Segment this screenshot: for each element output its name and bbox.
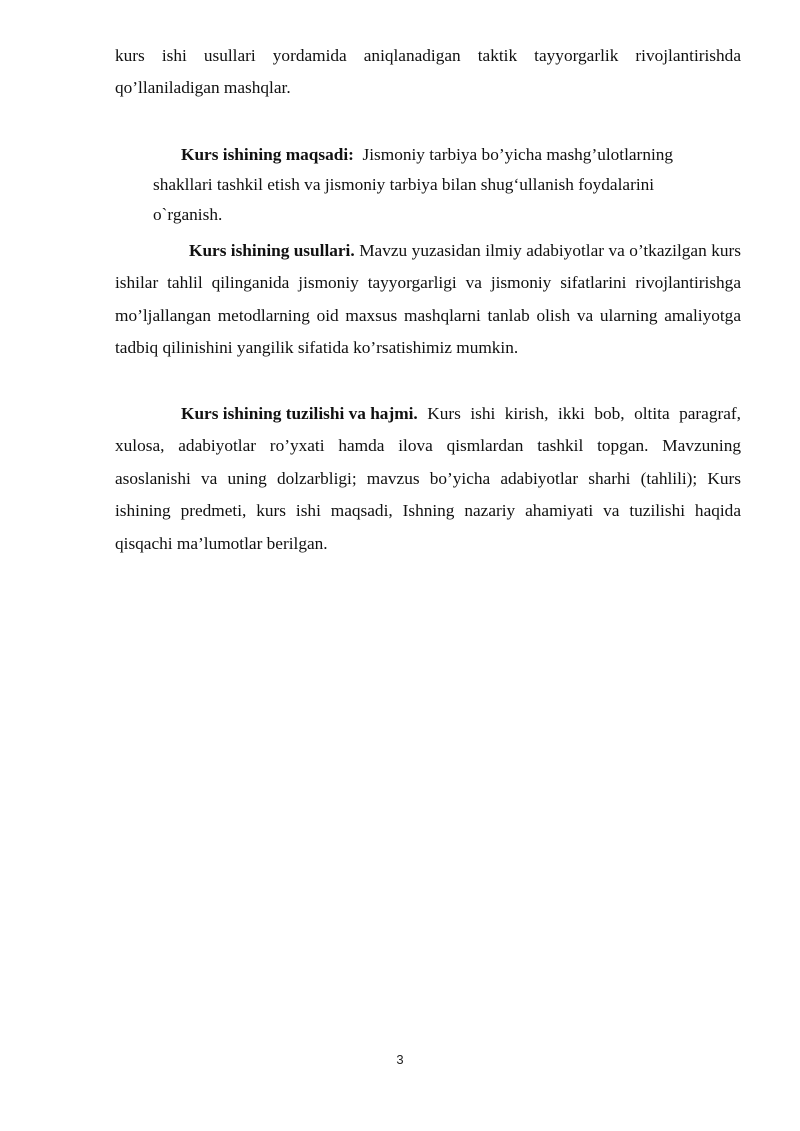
methods-paragraph xyxy=(115,235,741,365)
methods-heading: Kurs ishining usullari. xyxy=(189,241,355,260)
page-number: 3 xyxy=(396,1052,404,1067)
goal-paragraph xyxy=(153,140,723,230)
goal-text: Jismoniy tarbiya bo’yicha mashg’ulotlarning shakllari tashkil etish va jismoniy tarbiya bilan shug‘ullanish foydalarini o`rganish. xyxy=(153,145,674,224)
methods-text: Mavzu yuzasidan ilmiy adabiyotlar va o’tkazilgan kurs ishilar tahlil qilinganida jismoniy tayyorgarligi va jismoniy sifatlarini rivojlantirishga mo’ljallangan metodlarning oid maxsus mashqlarni tanlab olish va ularning amaliyotga tadbiq qilinishini yangilik sifatida ko’rsatishimiz mumkin. xyxy=(115,241,741,358)
structure-paragraph xyxy=(115,398,741,560)
structure-heading: Kurs ishining tuzilishi va hajmi. xyxy=(181,404,418,423)
intro-paragraph: kurs ishi usullari yordamida aniqlanadigan taktik tayyorgarlik rivojlantirishda qo’llaniladigan mashqlar. xyxy=(115,46,741,98)
structure-text: Kurs ishi kirish, ikki bob, oltita paragraf, xulosa, adabiyotlar ro’yxati hamda ilova qismlardan tashkil topgan. Mavzuning asoslanishi va uning dolzarbligi; mavzus bo’yicha adabiyotlar sharhi (tahlili); Kurs ishining predmeti, kurs ishi maqsadi, Ishning nazariy ahamiyati va tuzilishi haqida qisqachi ma’lumotlar berilgan. xyxy=(115,404,741,553)
goal-heading: Kurs ishining maqsadi: xyxy=(181,145,354,164)
